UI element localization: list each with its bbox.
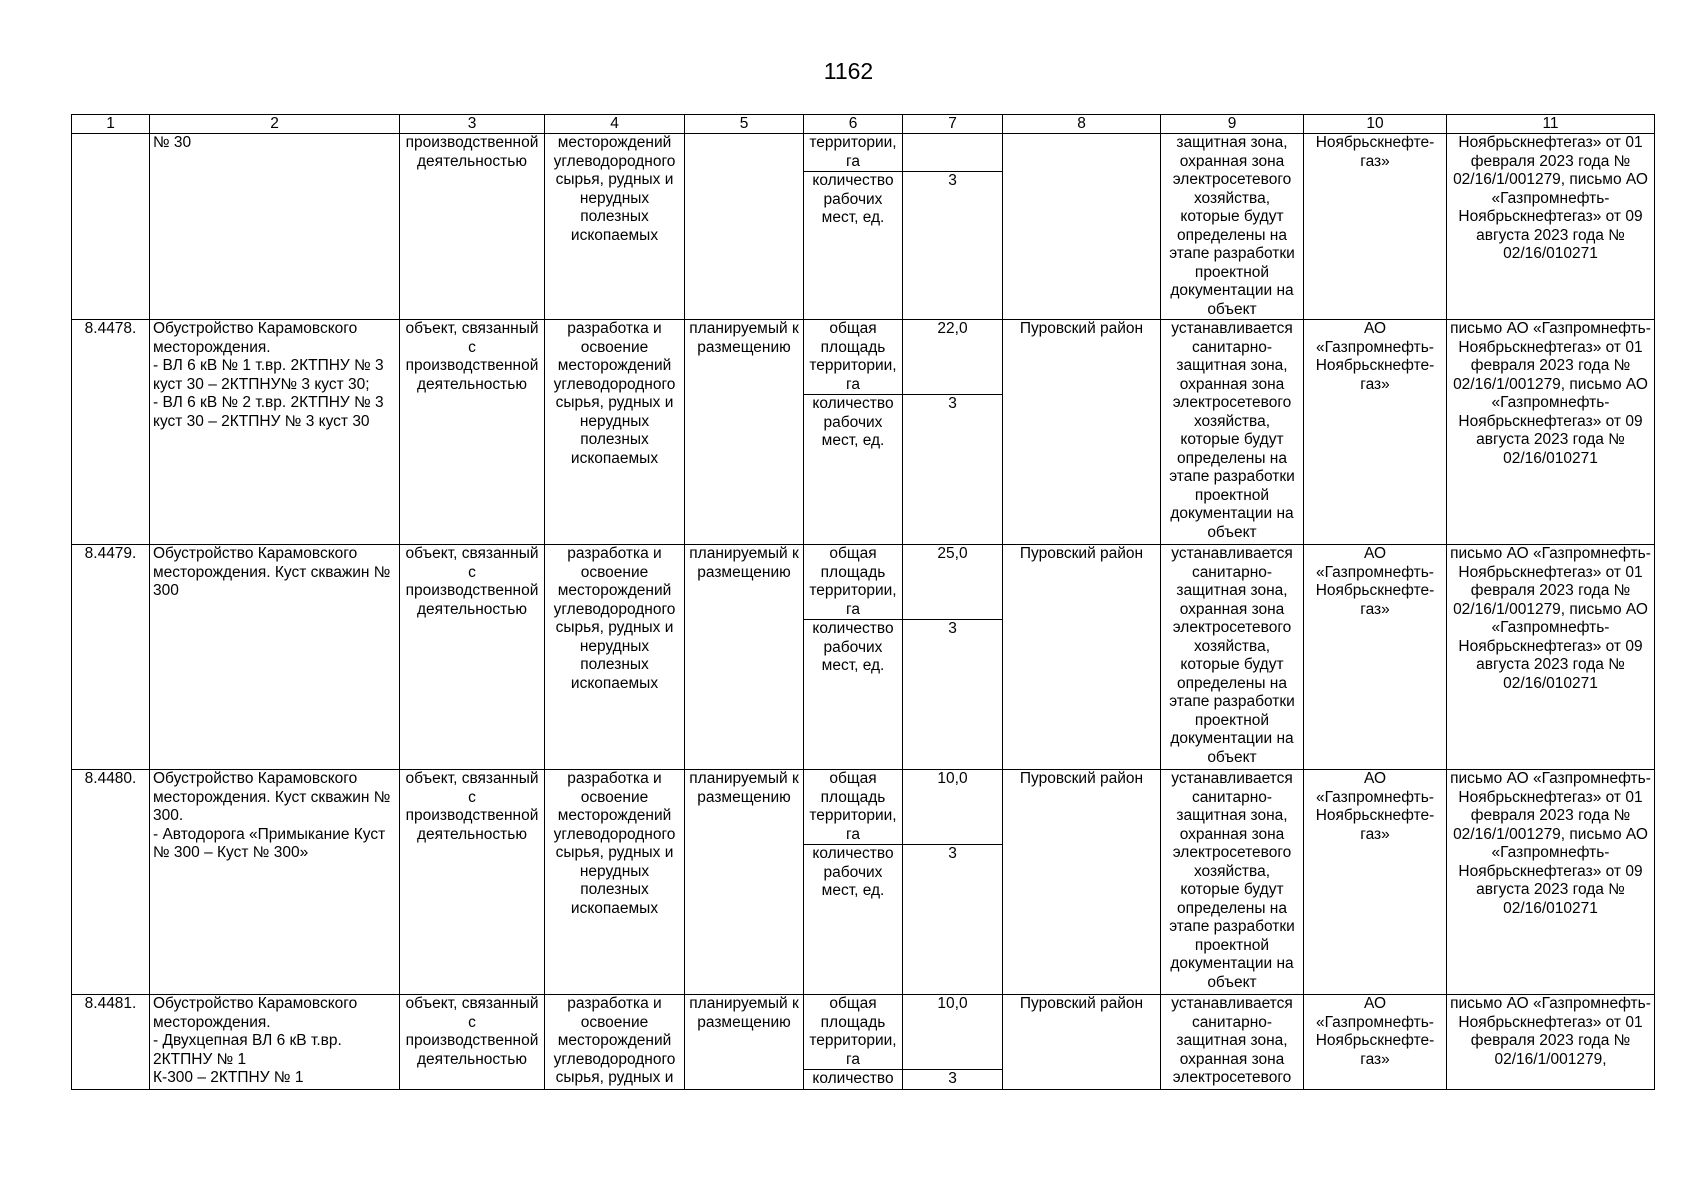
header-cell: 1 [72,115,150,134]
table-row [72,545,1655,620]
header-cell: 5 [685,115,804,134]
header-cell: 8 [1003,115,1161,134]
header-cell: 6 [804,115,903,134]
area-value: 25,0 [903,545,1003,620]
header-cell: 9 [1161,115,1304,134]
area-label: общая площадь территории, га [804,995,903,1070]
area-value [903,134,1003,172]
workers-label: количество рабочих мест, ед. [804,845,903,995]
object-status: планируемый к размещению [685,320,804,545]
workers-label: количество рабочих мест, ед. [804,172,903,320]
workers-value: 3 [903,620,1003,770]
object-status: планируемый к размещению [685,545,804,770]
organization: Ноябрьскнефте- газ» [1304,134,1447,320]
area-label: территории, га [804,134,903,172]
location: Пуровский район [1003,995,1161,1090]
header-cell: 2 [150,115,400,134]
table-row [72,320,1655,395]
object-type: объект, связанный с производственной деятельностью [400,320,545,545]
object-name: Обустройство Карамовского месторождения. Куст скважин № 300. - Автодорога «Примыкание Куст № 300 – Куст № 300» [150,770,400,995]
basis-document: письмо АО «Газпромнефть- Ноябрьскнефтегаз» от 01 февраля 2023 года № 02/16/1/001279, [1447,995,1655,1090]
registry-table [71,114,1655,1090]
area-label: общая площадь территории, га [804,320,903,395]
row-id: 8.4480. [72,770,150,995]
organization: АО «Газпромнефть- Ноябрьскнефте- газ» [1304,770,1447,995]
row-id: 8.4478. [72,320,150,545]
workers-value: 3 [903,395,1003,545]
header-cell: 7 [903,115,1003,134]
area-label: общая площадь территории, га [804,770,903,845]
object-purpose: разработка и освоение месторождений углеводородного сырья, рудных и нерудных полезных ископаемых [545,770,685,995]
header-cell: 10 [1304,115,1447,134]
object-type: объект, связанный с производственной деятельностью [400,545,545,770]
page-number: 1162 [823,58,874,84]
area-value: 22,0 [903,320,1003,395]
object-name: Обустройство Карамовского месторождения. - Двухцепная ВЛ 6 кВ т.вр. 2КТПНУ № 1 К-300 – 2КТПНУ № 1 [150,995,400,1090]
area-value: 10,0 [903,770,1003,845]
workers-label: количество рабочих мест, ед. [804,620,903,770]
workers-value: 3 [903,1070,1003,1090]
basis-document: письмо АО «Газпромнефть- Ноябрьскнефтегаз» от 01 февраля 2023 года № 02/16/1/001279, письмо АО «Газпромнефть- Ноябрьскнефтегаз» от 09 августа 2023 года № 02/16/010271 [1447,770,1655,995]
object-purpose: разработка и освоение месторождений углеводородного сырья, рудных и [545,995,685,1090]
zone-text: защитная зона, охранная зона электросетевого хозяйства, которые будут определены на этапе разработки проектной документации на объект [1161,134,1304,320]
organization: АО «Газпромнефть- Ноябрьскнефте- газ» [1304,995,1447,1090]
table-row [72,995,1655,1070]
object-type: объект, связанный с производственной деятельностью [400,995,545,1090]
header-row [72,115,1655,134]
object-type: производственной деятельностью [400,134,545,320]
workers-label: количество [804,1070,903,1090]
workers-value: 3 [903,172,1003,320]
object-status: планируемый к размещению [685,995,804,1090]
object-name: Обустройство Карамовского месторождения. Куст скважин № 300 [150,545,400,770]
location [1003,134,1161,320]
object-purpose: разработка и освоение месторождений углеводородного сырья, рудных и нерудных полезных ископаемых [545,320,685,545]
workers-label: количество рабочих мест, ед. [804,395,903,545]
object-type: объект, связанный с производственной деятельностью [400,770,545,995]
object-name: № 30 [150,134,400,320]
location: Пуровский район [1003,545,1161,770]
workers-value: 3 [903,845,1003,995]
organization: АО «Газпромнефть- Ноябрьскнефте- газ» [1304,320,1447,545]
location: Пуровский район [1003,770,1161,995]
header-cell: 4 [545,115,685,134]
object-purpose: разработка и освоение месторождений углеводородного сырья, рудных и нерудных полезных ископаемых [545,545,685,770]
zone-text: устанавливается санитарно- защитная зона, охранная зона электросетевого хозяйства, которые будут определены на этапе разработки проектной документации на объект [1161,320,1304,545]
table-row [72,770,1655,845]
table-row-continuation [72,134,1655,172]
location: Пуровский район [1003,320,1161,545]
header-cell: 11 [1447,115,1655,134]
organization: АО «Газпромнефть- Ноябрьскнефте- газ» [1304,545,1447,770]
row-id: 8.4479. [72,545,150,770]
zone-text: устанавливается санитарно- защитная зона, охранная зона электросетевого хозяйства, которые будут определены на этапе разработки проектной документации на объект [1161,770,1304,995]
object-purpose: месторождений углеводородного сырья, рудных и нерудных полезных ископаемых [545,134,685,320]
area-label: общая площадь территории, га [804,545,903,620]
zone-text: устанавливается санитарно- защитная зона, охранная зона электросетевого хозяйства, которые будут определены на этапе разработки проектной документации на объект [1161,545,1304,770]
header-cell: 3 [400,115,545,134]
basis-document: Ноябрьскнефтегаз» от 01 февраля 2023 года № 02/16/1/001279, письмо АО «Газпромнефть- Ноябрьскнефтегаз» от 09 августа 2023 года № 02/16/010271 [1447,134,1655,320]
object-status: планируемый к размещению [685,770,804,995]
basis-document: письмо АО «Газпромнефть- Ноябрьскнефтегаз» от 01 февраля 2023 года № 02/16/1/001279, письмо АО «Газпромнефть- Ноябрьскнефтегаз» от 09 августа 2023 года № 02/16/010271 [1447,545,1655,770]
basis-document: письмо АО «Газпромнефть- Ноябрьскнефтегаз» от 01 февраля 2023 года № 02/16/1/001279, письмо АО «Газпромнефть- Ноябрьскнефтегаз» от 09 августа 2023 года № 02/16/010271 [1447,320,1655,545]
zone-text: устанавливается санитарно- защитная зона, охранная зона электросетевого [1161,995,1304,1090]
object-status [685,134,804,320]
area-value: 10,0 [903,995,1003,1070]
object-name: Обустройство Карамовского месторождения. - ВЛ 6 кВ № 1 т.вр. 2КТПНУ № 3 куст 30 – 2КТПНУ№ 3 куст 30; - ВЛ 6 кВ № 2 т.вр. 2КТПНУ № 3 куст 30 – 2КТПНУ № 3 куст 30 [150,320,400,545]
row-id: 8.4481. [72,995,150,1090]
row-id [72,134,150,320]
